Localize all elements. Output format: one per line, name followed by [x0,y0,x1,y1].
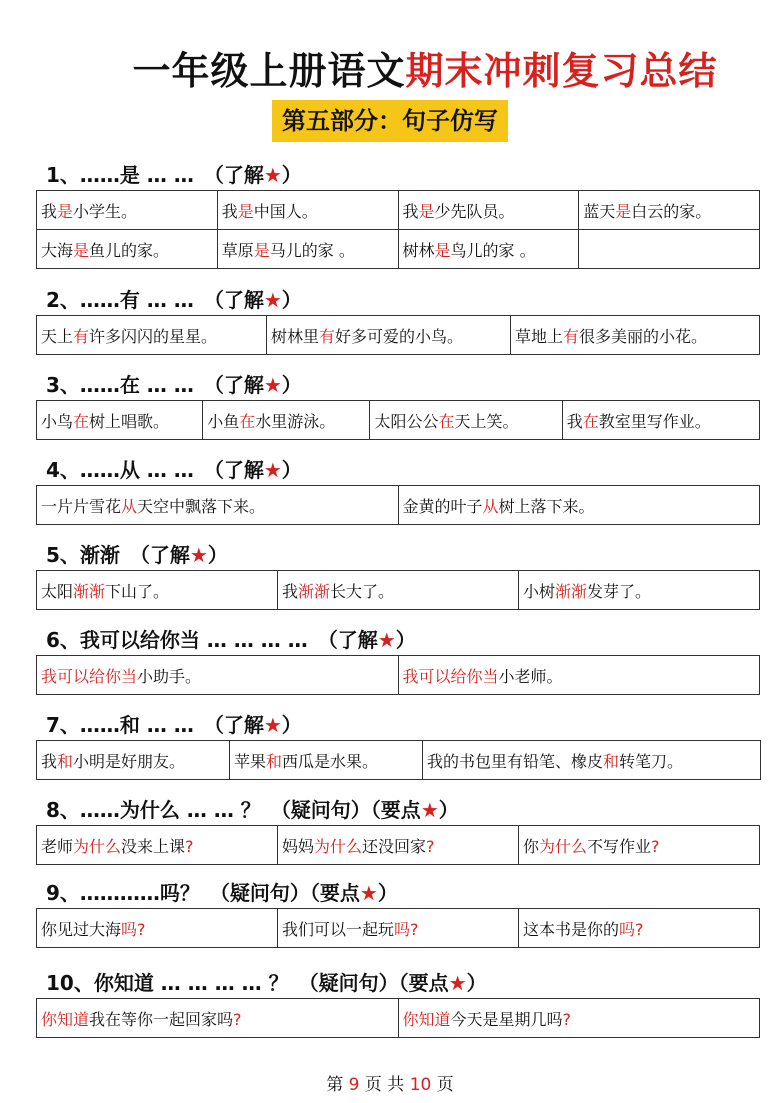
section-heading [46,370,760,400]
example-cell [217,230,398,269]
example-cell [370,401,562,440]
section-pattern: 4、……从 … … [46,458,194,482]
example-cell [37,999,399,1038]
sentence-text: 好多可爱的小鸟。 [334,326,463,346]
sentence-text: 我 [221,201,238,221]
keyword: 我可以给你当 [402,666,499,686]
example-cell [398,486,760,525]
example-cell [398,191,579,230]
sentence-text: 我 [41,751,58,771]
title-part2: 期末冲刺复习总结 [405,49,718,93]
section-subtitle: 第五部分：句子仿写 [272,100,508,142]
keyword: 有 [73,326,90,346]
keyword: 你知道 [41,1009,90,1029]
sentence-section [36,878,760,948]
section-heading [46,878,760,908]
keyword: 是 [434,240,451,260]
star-icon: ★ [263,373,282,397]
example-table [36,315,760,355]
total-pages: 10 [409,1075,432,1095]
sentence-text: 白云的家。 [631,201,712,221]
keyword: 吗? [619,919,644,939]
example-cell [37,656,399,695]
keyword: 是 [418,201,435,221]
section-heading [46,710,760,740]
keyword: 和 [603,751,620,771]
sentence-section [36,455,760,525]
table-row [37,230,760,269]
keyword: 有 [318,326,335,346]
sentence-text: 你见过大海 [41,919,122,939]
sentence-text: 许多闪闪的星星。 [89,326,218,346]
table-row [37,741,761,780]
sentence-text: 你 [523,836,540,856]
page-footer [0,1070,780,1095]
sentence-text: 小学生。 [73,201,138,221]
keyword: 吗? [394,919,419,939]
star-icon: ★ [448,971,467,995]
sentence-text: 一片片雪花 [41,496,122,516]
sentence-text: 蓝天 [583,201,616,221]
sentence-text: 小树 [523,581,556,601]
example-cell [398,230,579,269]
footer-text: 页 共 [364,1075,405,1095]
sentence-section [36,968,760,1038]
sentence-section [36,370,760,440]
section-heading [46,625,760,655]
example-cell [278,909,519,948]
section-heading [46,968,760,998]
example-cell [217,191,398,230]
keyword: 是 [73,240,90,260]
keyword: 为什么 [539,836,588,856]
keyword: 和 [266,751,283,771]
keyword: 渐渐 [298,581,331,601]
star-icon: ★ [263,288,282,312]
section-heading [46,455,760,485]
question-mark: ? [233,1009,242,1029]
sentence-text: 发芽了。 [587,581,652,601]
sentence-text: 没来上课 [121,836,186,856]
keyword: 渐渐 [73,581,106,601]
table-row [37,656,760,695]
example-table [36,908,760,948]
keyword: 吗? [121,919,146,939]
example-cell [37,486,399,525]
sentence-text: 小老师。 [498,666,563,686]
section-pattern: 1、……是 … … [46,163,194,187]
example-cell [423,741,761,780]
keyword: 有 [562,326,579,346]
question-mark: ? [185,836,194,856]
example-table [36,740,761,780]
sentence-section [36,285,760,355]
section-pattern: 7、……和 … … [46,713,194,737]
example-cell [579,230,760,269]
example-cell [266,316,510,355]
sentence-section [36,160,760,269]
star-icon: ★ [263,163,282,187]
example-cell [519,909,760,948]
example-cell [37,909,278,948]
title-part1: 一年级上册语文 [132,49,406,93]
sentence-text: 天上笑。 [454,411,519,431]
sentence-section [36,795,760,865]
star-icon: ★ [359,881,378,905]
sentence-text: 草原 [221,240,254,260]
example-cell [37,401,203,440]
table-row [37,191,760,230]
section-heading [46,285,760,315]
sentence-text: 鱼儿的家。 [89,240,170,260]
sentence-text: 我的书包里有铅笔、橡皮 [427,751,604,771]
example-cell [398,999,760,1038]
star-icon: ★ [263,458,282,482]
sentence-text: 金黄的叶子 [402,496,483,516]
sentence-text: 长大了。 [330,581,395,601]
section-tag: （了解★） [203,373,302,397]
example-cell [37,191,218,230]
sentence-text: 还没回家 [362,836,427,856]
section-pattern: 9、…………吗？ [46,881,200,905]
sentence-text: 我在等你一起回家吗 [89,1009,234,1029]
sentence-text: 我 [402,201,419,221]
sentence-text: 小明是好朋友。 [73,751,186,771]
section-tag: （了解★） [203,163,302,187]
keyword: 在 [239,411,256,431]
keyword: 从 [121,496,138,516]
section-tag: （了解★） [129,543,228,567]
sentence-text: 老师 [41,836,74,856]
keyword: 我可以给你当 [41,666,138,686]
sentence-text: 不写作业 [587,836,652,856]
example-cell [37,316,267,355]
sentence-text: 苹果 [234,751,267,771]
section-tag: （疑问句）（要点★） [270,798,459,822]
keyword: 渐渐 [555,581,588,601]
sentence-text: 草地上 [514,326,563,346]
example-cell [37,571,278,610]
sentence-text: 中国人。 [253,201,318,221]
example-cell [37,826,278,865]
sentence-text: 马儿的家 。 [269,240,355,260]
sentence-text: 天空中飘落下来。 [137,496,266,516]
sentence-text: 小助手。 [137,666,202,686]
section-pattern: 10、你知道 … … … … ？ [46,971,289,995]
sentence-text: 这本书是你的 [523,919,620,939]
keyword: 是 [253,240,270,260]
table-row [37,999,760,1038]
sentence-text: 树林 [402,240,435,260]
current-page: 9 [348,1075,360,1095]
section-tag: （了解★） [317,628,416,652]
section-pattern: 8、……为什么 … … ？ [46,798,261,822]
section-tag: （了解★） [203,713,302,737]
sentence-text: 树上唱歌。 [89,411,170,431]
section-pattern: 6、我可以给你当 … … … … [46,628,308,652]
sentence-text: 转笔刀。 [619,751,684,771]
footer-text: 第 [326,1075,344,1095]
sentence-text: 妈妈 [282,836,315,856]
star-icon: ★ [189,543,208,567]
section-pattern: 5、渐渐 [46,543,120,567]
example-cell [37,741,230,780]
sentence-section [36,710,760,780]
example-table [36,485,760,525]
sentence-text: 太阳公公 [374,411,439,431]
sentence-text: 少先队员。 [434,201,515,221]
sentence-text: 小鱼 [207,411,240,431]
section-pattern: 2、……有 … … [46,288,194,312]
table-row [37,826,760,865]
example-table [36,825,760,865]
table-row [37,571,760,610]
sentence-text: 西瓜是水果。 [282,751,379,771]
star-icon: ★ [263,713,282,737]
example-cell [230,741,423,780]
star-icon: ★ [420,798,439,822]
keyword: 是 [615,201,632,221]
example-cell [562,401,759,440]
sentence-text: 鸟儿的家 。 [450,240,536,260]
keyword: 在 [582,411,599,431]
example-cell [278,571,519,610]
sentence-text: 天上 [41,326,74,346]
star-icon: ★ [377,628,396,652]
section-tag: （疑问句）（要点★） [298,971,487,995]
table-row [37,486,760,525]
section-tag: （了解★） [203,288,302,312]
section-pattern: 3、……在 … … [46,373,194,397]
example-cell [519,826,760,865]
example-table [36,570,760,610]
example-table [36,998,760,1038]
sentence-text: 大海 [41,240,74,260]
example-cell [510,316,759,355]
table-row [37,909,760,948]
sentence-text: 我们可以一起玩 [282,919,395,939]
sentence-text: 很多美丽的小花。 [578,326,707,346]
section-heading [46,540,760,570]
example-cell [37,230,218,269]
question-mark: ? [651,836,660,856]
keyword: 为什么 [73,836,122,856]
page-title [0,40,780,95]
question-mark: ? [426,836,435,856]
footer-text: 页 [436,1075,454,1095]
keyword: 为什么 [314,836,363,856]
sentence-text: 树林里 [270,326,319,346]
example-cell [203,401,370,440]
keyword: 是 [237,201,254,221]
table-row [37,316,760,355]
sentence-text: 下山了。 [105,581,170,601]
keyword: 和 [57,751,74,771]
example-table [36,190,760,269]
sentence-text: 我 [41,201,58,221]
keyword: 是 [57,201,74,221]
section-heading [46,160,760,190]
sentence-text: 我 [282,581,299,601]
table-row [37,401,760,440]
sentence-text: 今天是星期几吗 [450,1009,563,1029]
example-table [36,655,760,695]
keyword: 在 [438,411,455,431]
section-heading [46,795,760,825]
sentence-text: 教室里写作业。 [598,411,711,431]
subtitle-wrap [0,100,780,142]
keyword: 从 [482,496,499,516]
sentence-text: 水里游泳。 [255,411,336,431]
sentence-text: 我 [566,411,583,431]
sentence-text: 小鸟 [41,411,74,431]
keyword: 在 [73,411,90,431]
section-tag: （疑问句）（要点★） [209,881,398,905]
sentence-section [36,540,760,610]
question-mark: ? [562,1009,572,1029]
sentence-section [36,625,760,695]
keyword: 你知道 [402,1009,451,1029]
sentence-text: 树上落下来。 [498,496,595,516]
example-cell [398,656,760,695]
example-cell [579,191,760,230]
example-table [36,400,760,440]
example-cell [519,571,760,610]
section-tag: （了解★） [203,458,302,482]
sentence-text: 太阳 [41,581,74,601]
example-cell [278,826,519,865]
